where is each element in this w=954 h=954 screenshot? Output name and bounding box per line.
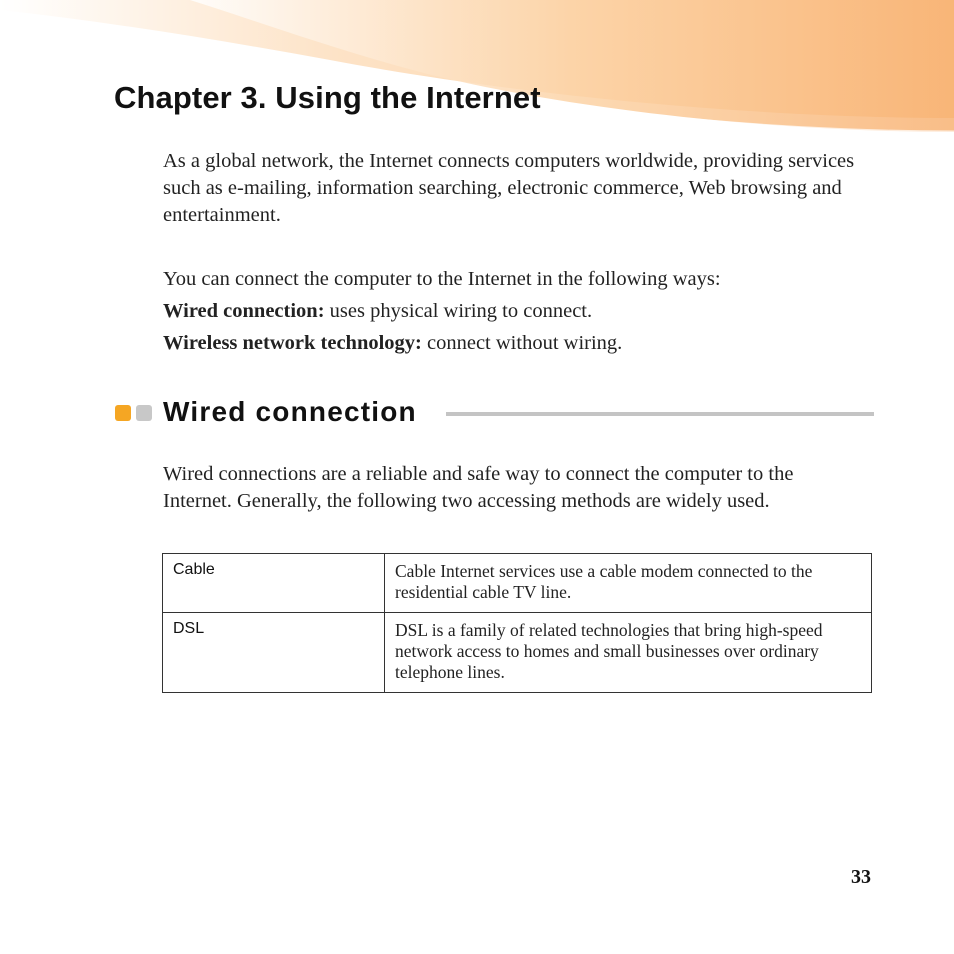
wireless-technology-text: connect without wiring. xyxy=(421,332,623,354)
intro-paragraph: As a global network, the Internet connects computers worldwide, providing services such as e-mailing, information searching, electronic commerce, Web browsing and entertainment. xyxy=(163,150,855,226)
wired-connection-text: uses physical wiring to connect. xyxy=(324,300,593,322)
page-number: 33 xyxy=(851,866,871,888)
table-cell-name xyxy=(163,554,385,613)
table-row xyxy=(163,554,872,613)
table-cell-description xyxy=(385,554,872,613)
orange-square-icon xyxy=(115,405,131,421)
method-name: DSL xyxy=(173,620,205,637)
table-cell-description xyxy=(385,613,872,693)
section-heading xyxy=(114,396,874,432)
method-name: Cable xyxy=(173,561,215,578)
wired-connection-label: Wired connection: xyxy=(163,300,325,322)
section-divider xyxy=(446,412,874,416)
ways-sentence: You can connect the computer to the Internet in the following ways: xyxy=(163,268,721,290)
method-description: Cable Internet services use a cable modem connected to the residential cable TV line. xyxy=(395,561,813,602)
table-cell-name xyxy=(163,613,385,693)
chapter-title: Chapter 3. Using the Internet xyxy=(114,80,541,115)
wireless-technology-label: Wireless network technology: xyxy=(163,332,422,354)
access-methods-table xyxy=(162,553,872,693)
header-banner xyxy=(0,0,954,140)
section-title: Wired connection xyxy=(163,396,417,427)
section-paragraph: Wired connections are a reliable and safe way to connect the computer to the Internet. Generally, the following two accessing methods are widely used. xyxy=(163,463,794,512)
gray-square-icon xyxy=(136,405,152,421)
wired-connection-item xyxy=(163,298,592,325)
wireless-technology-item xyxy=(163,330,622,357)
method-description: DSL is a family of related technologies that bring high-speed network access to homes and small businesses over ordinary telephone lines. xyxy=(395,620,823,682)
table-row xyxy=(163,613,872,693)
